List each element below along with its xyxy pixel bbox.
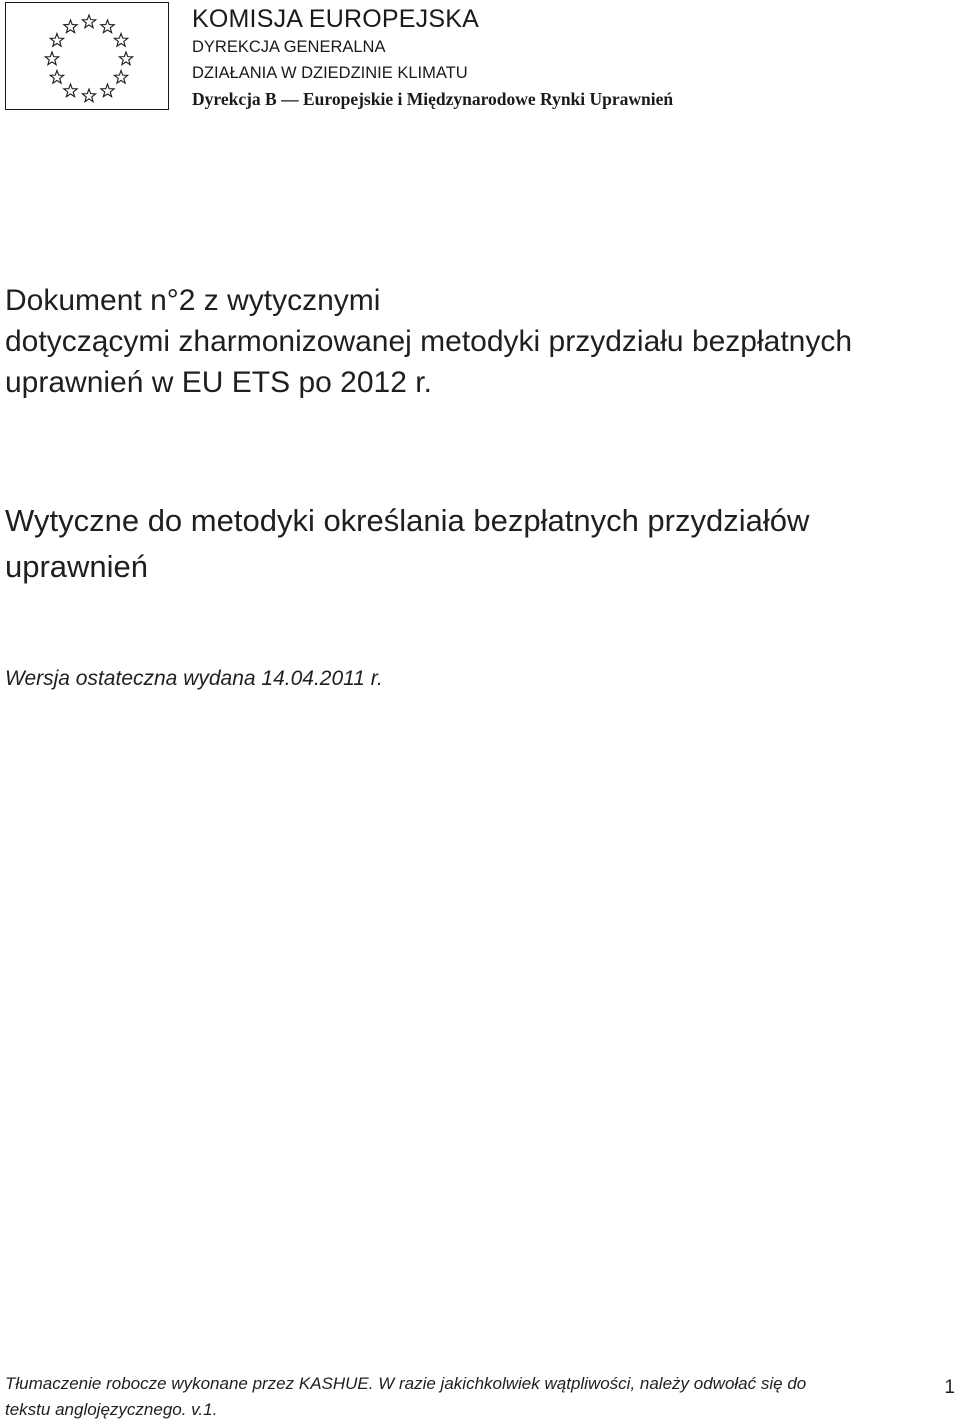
star-icon xyxy=(50,34,63,47)
document-title-line: dotyczącymi zharmonizowanej metodyki przydziału bezpłatnych xyxy=(5,325,853,358)
star-icon xyxy=(64,20,77,33)
star-icon xyxy=(119,52,132,65)
star-icon xyxy=(114,34,127,47)
footnote-line: Tłumaczenie robocze wykonane przez KASHUE. W razie jakichkolwiek wątpliwości, należy odwołać się do xyxy=(5,1374,807,1393)
eu-flag-stars-icon xyxy=(6,3,168,109)
star-icon xyxy=(45,52,58,65)
directorate-general-line-2: DZIAŁANIA W DZIEDZINIE KLIMATU xyxy=(192,64,468,82)
guidance-subject-title xyxy=(5,498,955,590)
page-number: 1 xyxy=(944,1377,955,1398)
star-icon xyxy=(101,20,114,33)
subject-title-line: uprawnień xyxy=(5,549,149,584)
version-statement: Wersja ostateczna wydana 14.04.2011 r. xyxy=(5,667,383,690)
subject-title-line: Wytyczne do metodyki określania bezpłatnych przydziałów xyxy=(5,503,810,538)
organization-block xyxy=(192,4,952,112)
star-icon xyxy=(82,89,95,102)
document-title xyxy=(5,280,945,403)
organization-name: KOMISJA EUROPEJSKA xyxy=(192,5,480,33)
star-icon xyxy=(50,71,63,84)
star-icon xyxy=(64,84,77,97)
eu-flag-logo xyxy=(5,2,169,110)
star-icon xyxy=(114,71,127,84)
footnote-line: tekstu anglojęzycznego. v.1. xyxy=(5,1400,218,1419)
star-icon xyxy=(82,15,95,28)
directorate-general-line-1: DYREKCJA GENERALNA xyxy=(192,38,386,56)
star-icon xyxy=(101,84,114,97)
document-title-line: Dokument n°2 z wytycznymi xyxy=(5,284,381,317)
document-header xyxy=(0,0,960,120)
translation-footnote xyxy=(5,1371,927,1423)
directorate-name: Dyrekcja B — Europejskie i Międzynarodowe Rynki Uprawnień xyxy=(192,89,674,109)
document-title-line: uprawnień w EU ETS po 2012 r. xyxy=(5,366,432,399)
